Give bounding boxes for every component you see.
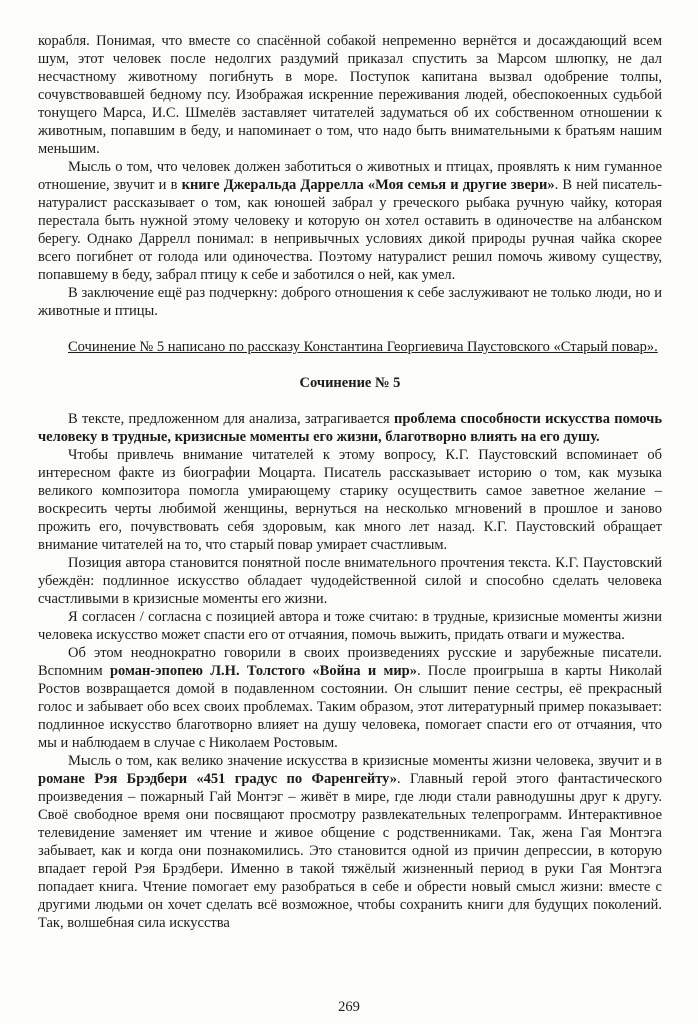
text-run: проблема способности искусства помочь человеку в трудные, кризисные моменты его жизни, благотворно влиять на его душу. bbox=[38, 411, 662, 445]
text-run: роман-эпопею Л.Н. Толстого «Война и мир» bbox=[109, 663, 417, 679]
text-run: Мысль о том, что человек должен заботиться о животных и птицах, проявлять к ним гуманное отношение, звучит и в bbox=[38, 159, 662, 193]
text-run: корабля. Понимая, что вместе со спасённой собакой непременно вернётся и досаждающий всем шум, этот человек после недолгих раздумий приказал спустить за Марсом шлюпку, не дал несчастному животному погибнуть в море. Поступок капитана вызвал одобрение толпы, сочувствовавшей бедному псу. Изображая искренние переживания людей, обеспокоенных судьбой тонущего Марса, И.С. Шмелёв заставляет читателей задуматься об их собственном отношении к животным, попавшим в беду, и напоминает о том, что надо быть внимательными к братьям нашим меньшим. bbox=[38, 33, 662, 157]
text-run: . В ней писатель-натуралист рассказывает о том, как юношей забрал у греческого рыбака ручную чайку, которая перестала быть нужной этому человеку и которую он хотел оставить в одиночестве на албанском берегу. Однако Даррелл понимал: в непривычных условиях дикой природы ручная чайка скорее всего погибнет от голода или одиночества. Поэтому натуралист решил помочь живому существу, попавшему в беду, забрал птицу к себе и заботился о ней, как умел. bbox=[38, 177, 662, 283]
text-run: книге Джеральда Даррелла «Моя семья и другие звери» bbox=[181, 177, 555, 193]
paragraph-darrell-example bbox=[38, 158, 662, 284]
essay-heading bbox=[38, 374, 662, 392]
page-number: 269 bbox=[338, 999, 360, 1015]
text-run: Сочинение № 5 написано по рассказу Константина Георгиевича Паустовского «Старый повар». bbox=[68, 339, 658, 355]
text-body bbox=[38, 32, 662, 932]
text-run: Об этом неоднократно говорили в своих произведениях русские и зарубежные писатели. Вспомним bbox=[38, 645, 662, 679]
text-run: Я согласен / согласна с позицией автора и тоже считаю: в трудные, кризисные моменты жизни человека искусство может спасти его от отчаяния, помочь выжить, придать отваги и мужества. bbox=[38, 609, 662, 643]
paragraph-tolstoy-example bbox=[38, 644, 662, 752]
paragraph-bradbury-example bbox=[38, 752, 662, 932]
text-run: романе Рэя Брэдбери «451 градус по Фаренгейту» bbox=[38, 771, 398, 787]
text-run: Позиция автора становится понятной после внимательного прочтения текста. К.Г. Паустовский убеждён: подлинное искусство обладает чудодейственной силой и способно сделать человека счастливыми в кризисные моменты его жизни. bbox=[38, 555, 662, 607]
text-run: Чтобы привлечь внимание читателей к этому вопросу, К.Г. Паустовский вспоминает об интересном факте из биографии Моцарта. Писатель рассказывает историю о том, как музыка великого композитора помогла умирающему старику осуществить самое заветное желание – воскресить черты любимой женщины, вернуться на несколько мгновений в прошлое и заново прожить его, почувствовать себя здоровым, как много лет назад. К.Г. Паустовский обращает внимание читателей на то, что старый повар умирает счастливым. bbox=[38, 447, 662, 553]
paragraph-essay-source bbox=[38, 338, 662, 356]
text-run: . Главный герой этого фантастического произведения – пожарный Гай Монтэг – живёт в мире, где люди стали равнодушны друг к другу. Своё свободное время они посвящают просмотру развлекательных телепрограмм. Интерактивное телевидение заменяет им чтение и живое общение с родственниками. Так, жена Гая Монтэга забывает, как и когда они познакомились. Это становится одной из причин депрессии, в которую впадает герой Рэя Брэдбери. Именно в такой тяжёлый жизненный период в руки Гая Монтэга попадает книга. Чтение помогает ему разобраться в себе и обрести новый смысл жизни: вместе с другими людьми он хочет сделать всё возможное, чтобы сохранить книги для будущих поколений. Так, волшебная сила искусства bbox=[38, 771, 662, 931]
text-run: Сочинение № 5 bbox=[299, 375, 401, 391]
paragraph-problem-statement bbox=[38, 410, 662, 446]
text-run: . После проигрыша в карты Николай Ростов возвращается домой в подавленном состоянии. Он слышит пение сестры, её прекрасный голос и забывает обо всех своих проблемах. Таким образом, этот литературный пример показывает: подлинное искусство благотворно влияет на душу человека, помогает спасти его от отчаяния, что мы и наблюдаем в случае с Николаем Ростовым. bbox=[38, 663, 662, 751]
paragraph-continuation bbox=[38, 32, 662, 158]
text-run: В заключение ещё раз подчеркну: доброго отношения к себе заслуживают не только люди, но и животные и птицы. bbox=[38, 285, 662, 319]
paragraph-conclusion bbox=[38, 284, 662, 320]
text-run: Мысль о том, как велико значение искусства в кризисные моменты жизни человека, звучит и в bbox=[68, 753, 662, 769]
text-run: В тексте, предложенном для анализа, затрагивается bbox=[68, 411, 394, 427]
paragraph-mozart-example bbox=[38, 446, 662, 554]
paragraph-author-position bbox=[38, 554, 662, 608]
paragraph-own-opinion bbox=[38, 608, 662, 644]
